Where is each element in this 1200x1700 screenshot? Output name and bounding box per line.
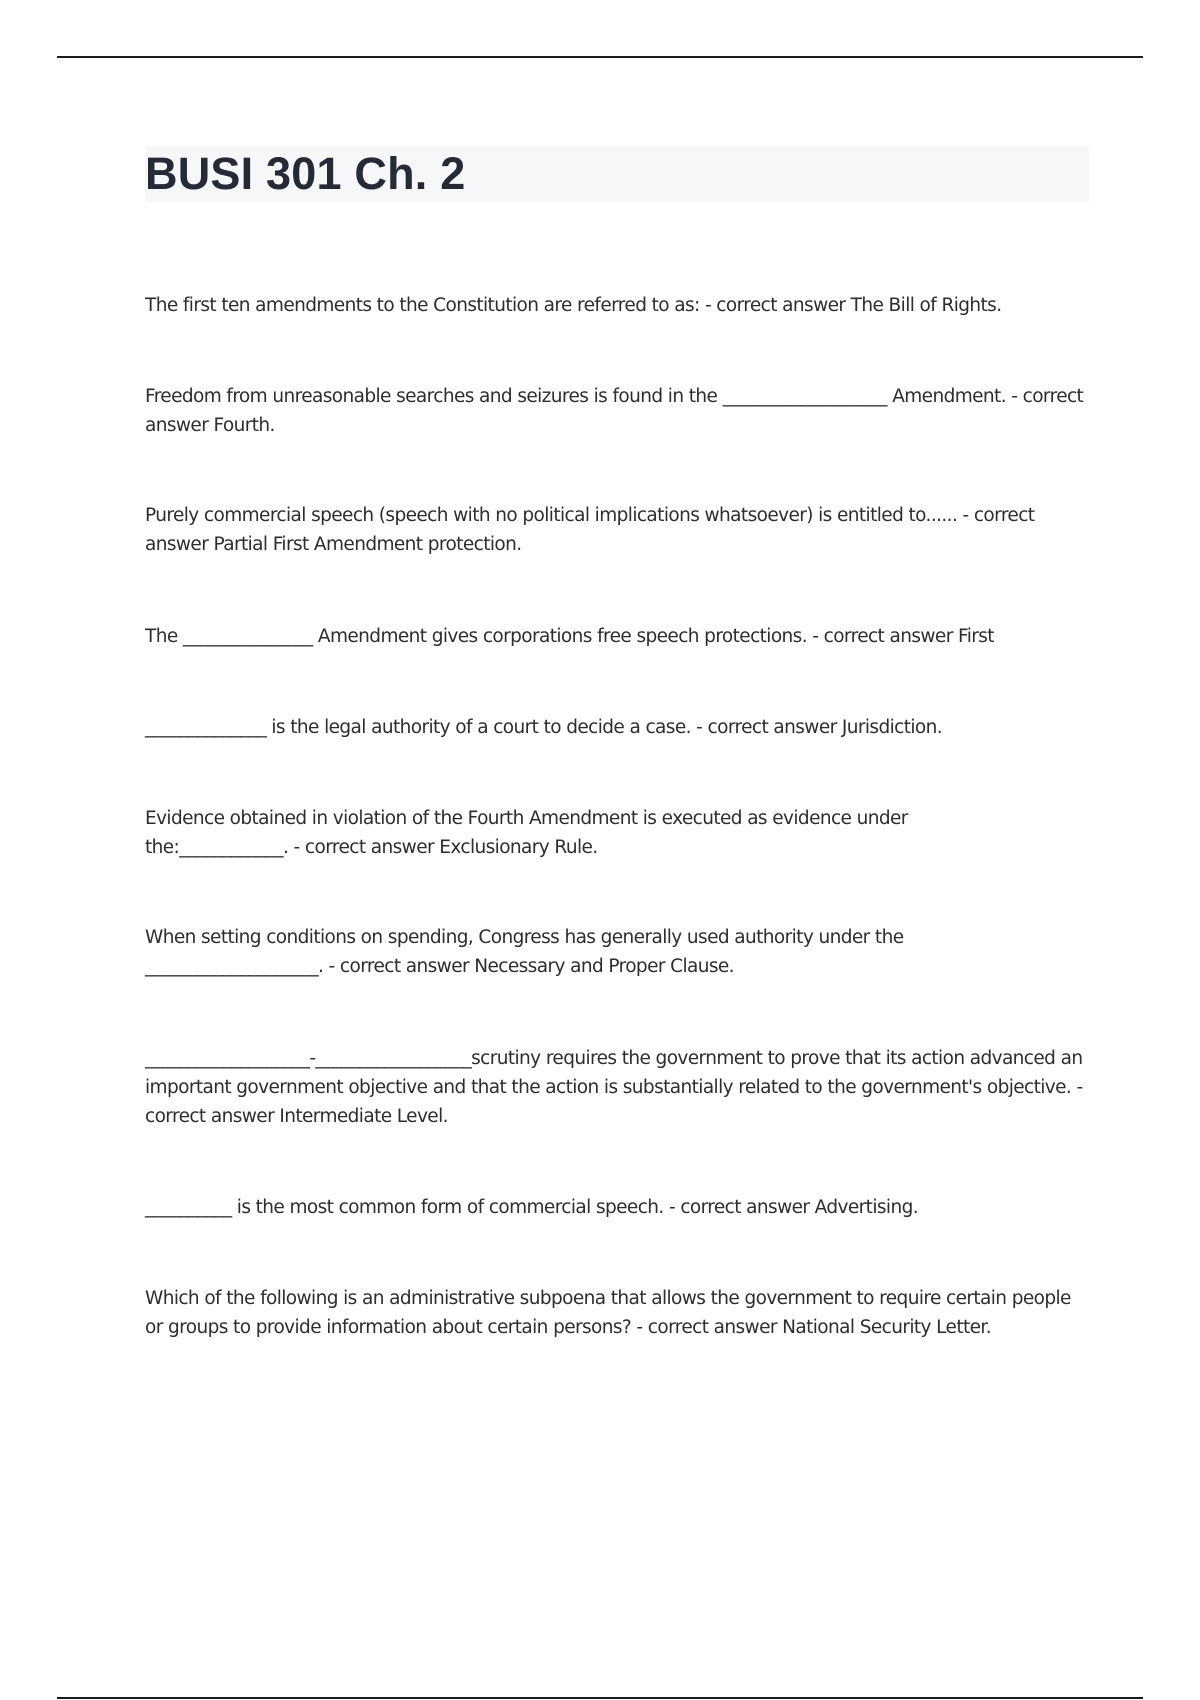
qa-item-3: Purely commercial speech (speech with no political implications whatsoever) is entitled to...... - correct answer Partial First Amendment protection. xyxy=(145,505,1035,555)
qa-item-10: Which of the following is an administrative subpoena that allows the government to require certain people or groups to provide information about certain persons? - correct answer National Security Letter. xyxy=(145,1288,1071,1338)
qa-item-2: Freedom from unreasonable searches and seizures is found in the ___________________ Amendment. - correct answer Fourth. xyxy=(145,386,1084,436)
qa-item-1: The first ten amendments to the Constitution are referred to as: - correct answer The Bill of Rights. xyxy=(145,295,1002,316)
qa-item-6: Evidence obtained in violation of the Fourth Amendment is executed as evidence under the:____________. - correct answer Exclusionary Rule. xyxy=(145,808,908,858)
qa-item-9: __________ is the most common form of commercial speech. - correct answer Advertising. xyxy=(145,1197,919,1218)
title-box xyxy=(145,146,1089,202)
qa-item-7: When setting conditions on spending, Congress has generally used authority under the ____________________. - correct answer Necessary and Proper Clause. xyxy=(145,927,904,977)
top-rule xyxy=(57,56,1143,58)
qa-item-5: ______________ is the legal authority of a court to decide a case. - correct answer Jurisdiction. xyxy=(145,717,943,738)
qa-item-8: ___________________-__________________scrutiny requires the government to prove that its action advanced an important government objective and that the action is substantially related to the government's objective. - correct answer Intermediate Level. xyxy=(145,1048,1083,1127)
bottom-rule xyxy=(57,1697,1143,1699)
document-title: BUSI 301 Ch. 2 xyxy=(145,148,466,199)
qa-item-4: The _______________ Amendment gives corporations free speech protections. - correct answer First xyxy=(145,626,994,647)
